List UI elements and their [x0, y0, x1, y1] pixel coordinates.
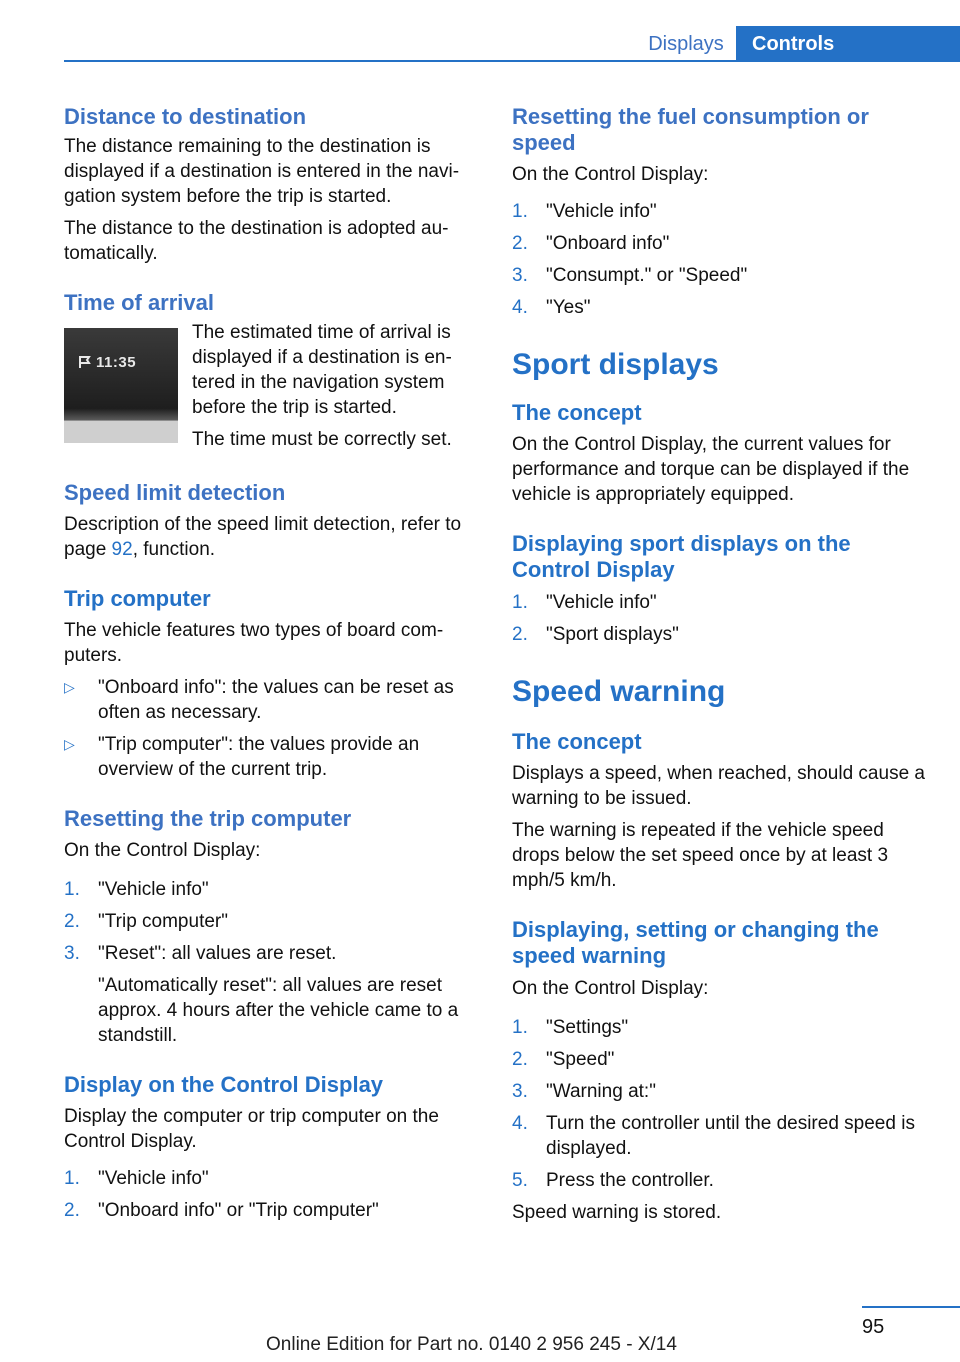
list-item: 3. "Reset": all values are reset. "Automatically reset": all values are reset approx. 4 hours after the vehicle came to a standstill. — [64, 941, 478, 1048]
list-item: ▷ "Onboard info": the values can be reset as often as necessary. — [64, 677, 454, 723]
heading-time-of-arrival: Time of arrival — [64, 290, 214, 315]
numbered-list — [512, 1015, 926, 1193]
paragraph: Display the computer or trip computer on the Control Display. — [64, 1106, 439, 1152]
list-item: 1. "Vehicle info" — [512, 592, 657, 613]
numbered-list — [64, 877, 478, 1048]
step-note: "Automatically reset": all values are reset approx. 4 hours after the vehicle came to a standstill. — [98, 975, 459, 1046]
triangle-bullet-icon: ▷ — [64, 736, 75, 752]
numbered-list — [512, 199, 926, 320]
paragraph: On the Control Display: — [512, 164, 709, 185]
paragraph: On the Control Display: — [512, 978, 709, 999]
list-item: 3. "Warning at:" — [512, 1081, 656, 1102]
paragraph: Speed warning is stored. — [512, 1202, 722, 1223]
left-column — [64, 104, 478, 1223]
paragraph: The distance to the destination is adopted automatically. — [64, 218, 449, 264]
bullet-list — [64, 675, 478, 782]
page-number: 95 — [862, 1316, 885, 1338]
heading-sport-displays: Sport displays — [512, 348, 719, 381]
triangle-bullet-icon: ▷ — [64, 679, 75, 695]
paragraph: On the Control Display, the current values for performance and torque can be displayed if the vehicle is appropriately equipped. — [512, 434, 910, 505]
heading-distance-to-destination: Distance to destination — [64, 104, 307, 129]
list-item: 3. "Consumpt." or "Speed" — [512, 265, 748, 286]
paragraph: On the Control Display: — [64, 840, 261, 861]
page-link[interactable]: 92 — [111, 539, 133, 560]
list-item: 4. "Yes" — [512, 297, 591, 318]
paragraph: The distance remaining to the destination is displayed if a destination is entered in the navigation system before the trip is started. — [64, 136, 460, 207]
heading-speed-warning: Speed warning — [512, 675, 726, 708]
destination-flag-icon — [78, 355, 92, 369]
paragraph: The vehicle features two types of board computers. — [64, 620, 444, 666]
list-item: 1. "Vehicle info" — [64, 879, 209, 900]
list-item: 1. "Settings" — [512, 1017, 629, 1038]
list-item: ▷ "Trip computer": the values provide an overview of the current trip. — [64, 734, 420, 780]
footer-rule — [862, 1306, 960, 1308]
heading-the-concept: The concept — [512, 729, 642, 754]
arrival-time-text: 11:35 — [96, 354, 137, 371]
list-item: 1. "Vehicle info" — [64, 1168, 209, 1189]
tab-displays: Displays — [648, 32, 724, 55]
heading-display-on-control-display: Display on the Control Display — [64, 1072, 384, 1097]
edition-footer: Online Edition for Part no. 0140 2 956 245 - X/14 — [266, 1334, 677, 1355]
list-item: 2. "Onboard info" — [512, 233, 670, 254]
right-column — [512, 104, 926, 1225]
arrival-block — [64, 320, 478, 452]
heading-displaying-sport-displays: Displaying sport displays on the Control Display — [512, 531, 851, 582]
list-item: 2. "Sport displays" — [512, 624, 679, 645]
numbered-list — [512, 590, 926, 647]
header-tabs — [636, 26, 960, 62]
paragraph: The warning is repeated if the vehicle speed drops below the set speed once by at least 3 mph/5 km/h. — [512, 820, 889, 891]
list-item: 4. Turn the controller until the desired speed is displayed. — [512, 1113, 915, 1159]
paragraph: Displays a speed, when reached, should cause a warning to be issued. — [512, 763, 925, 809]
list-item: 5. Press the controller. — [512, 1170, 714, 1191]
list-item: 2. "Trip computer" — [64, 911, 228, 932]
numbered-list — [64, 1166, 478, 1223]
heading-resetting-trip-computer: Resetting the trip computer — [64, 806, 352, 831]
list-item: 1. "Vehicle info" — [512, 201, 657, 222]
paragraph: Description of the speed limit detection, refer to page 92, function. — [64, 514, 462, 560]
list-item: 2. "Speed" — [512, 1049, 615, 1070]
heading-resetting-fuel-consumption: Resetting the fuel consumption or speed — [512, 104, 869, 155]
paragraph: The time must be correctly set. — [192, 429, 452, 450]
heading-speed-limit-detection: Speed limit detection — [64, 480, 286, 505]
heading-the-concept: The concept — [512, 400, 642, 425]
heading-setting-speed-warning: Displaying, setting or changing the speed warning — [512, 917, 879, 968]
tab-controls: Controls — [736, 26, 960, 62]
arrival-time-display-image — [64, 328, 178, 443]
heading-trip-computer: Trip computer — [64, 586, 211, 611]
list-item: 2. "Onboard info" or "Trip computer" — [64, 1200, 379, 1221]
paragraph: The estimated time of arrival is displayed if a destination is entered in the navigation system before the trip is started. — [192, 322, 452, 418]
header-rule — [64, 60, 960, 62]
